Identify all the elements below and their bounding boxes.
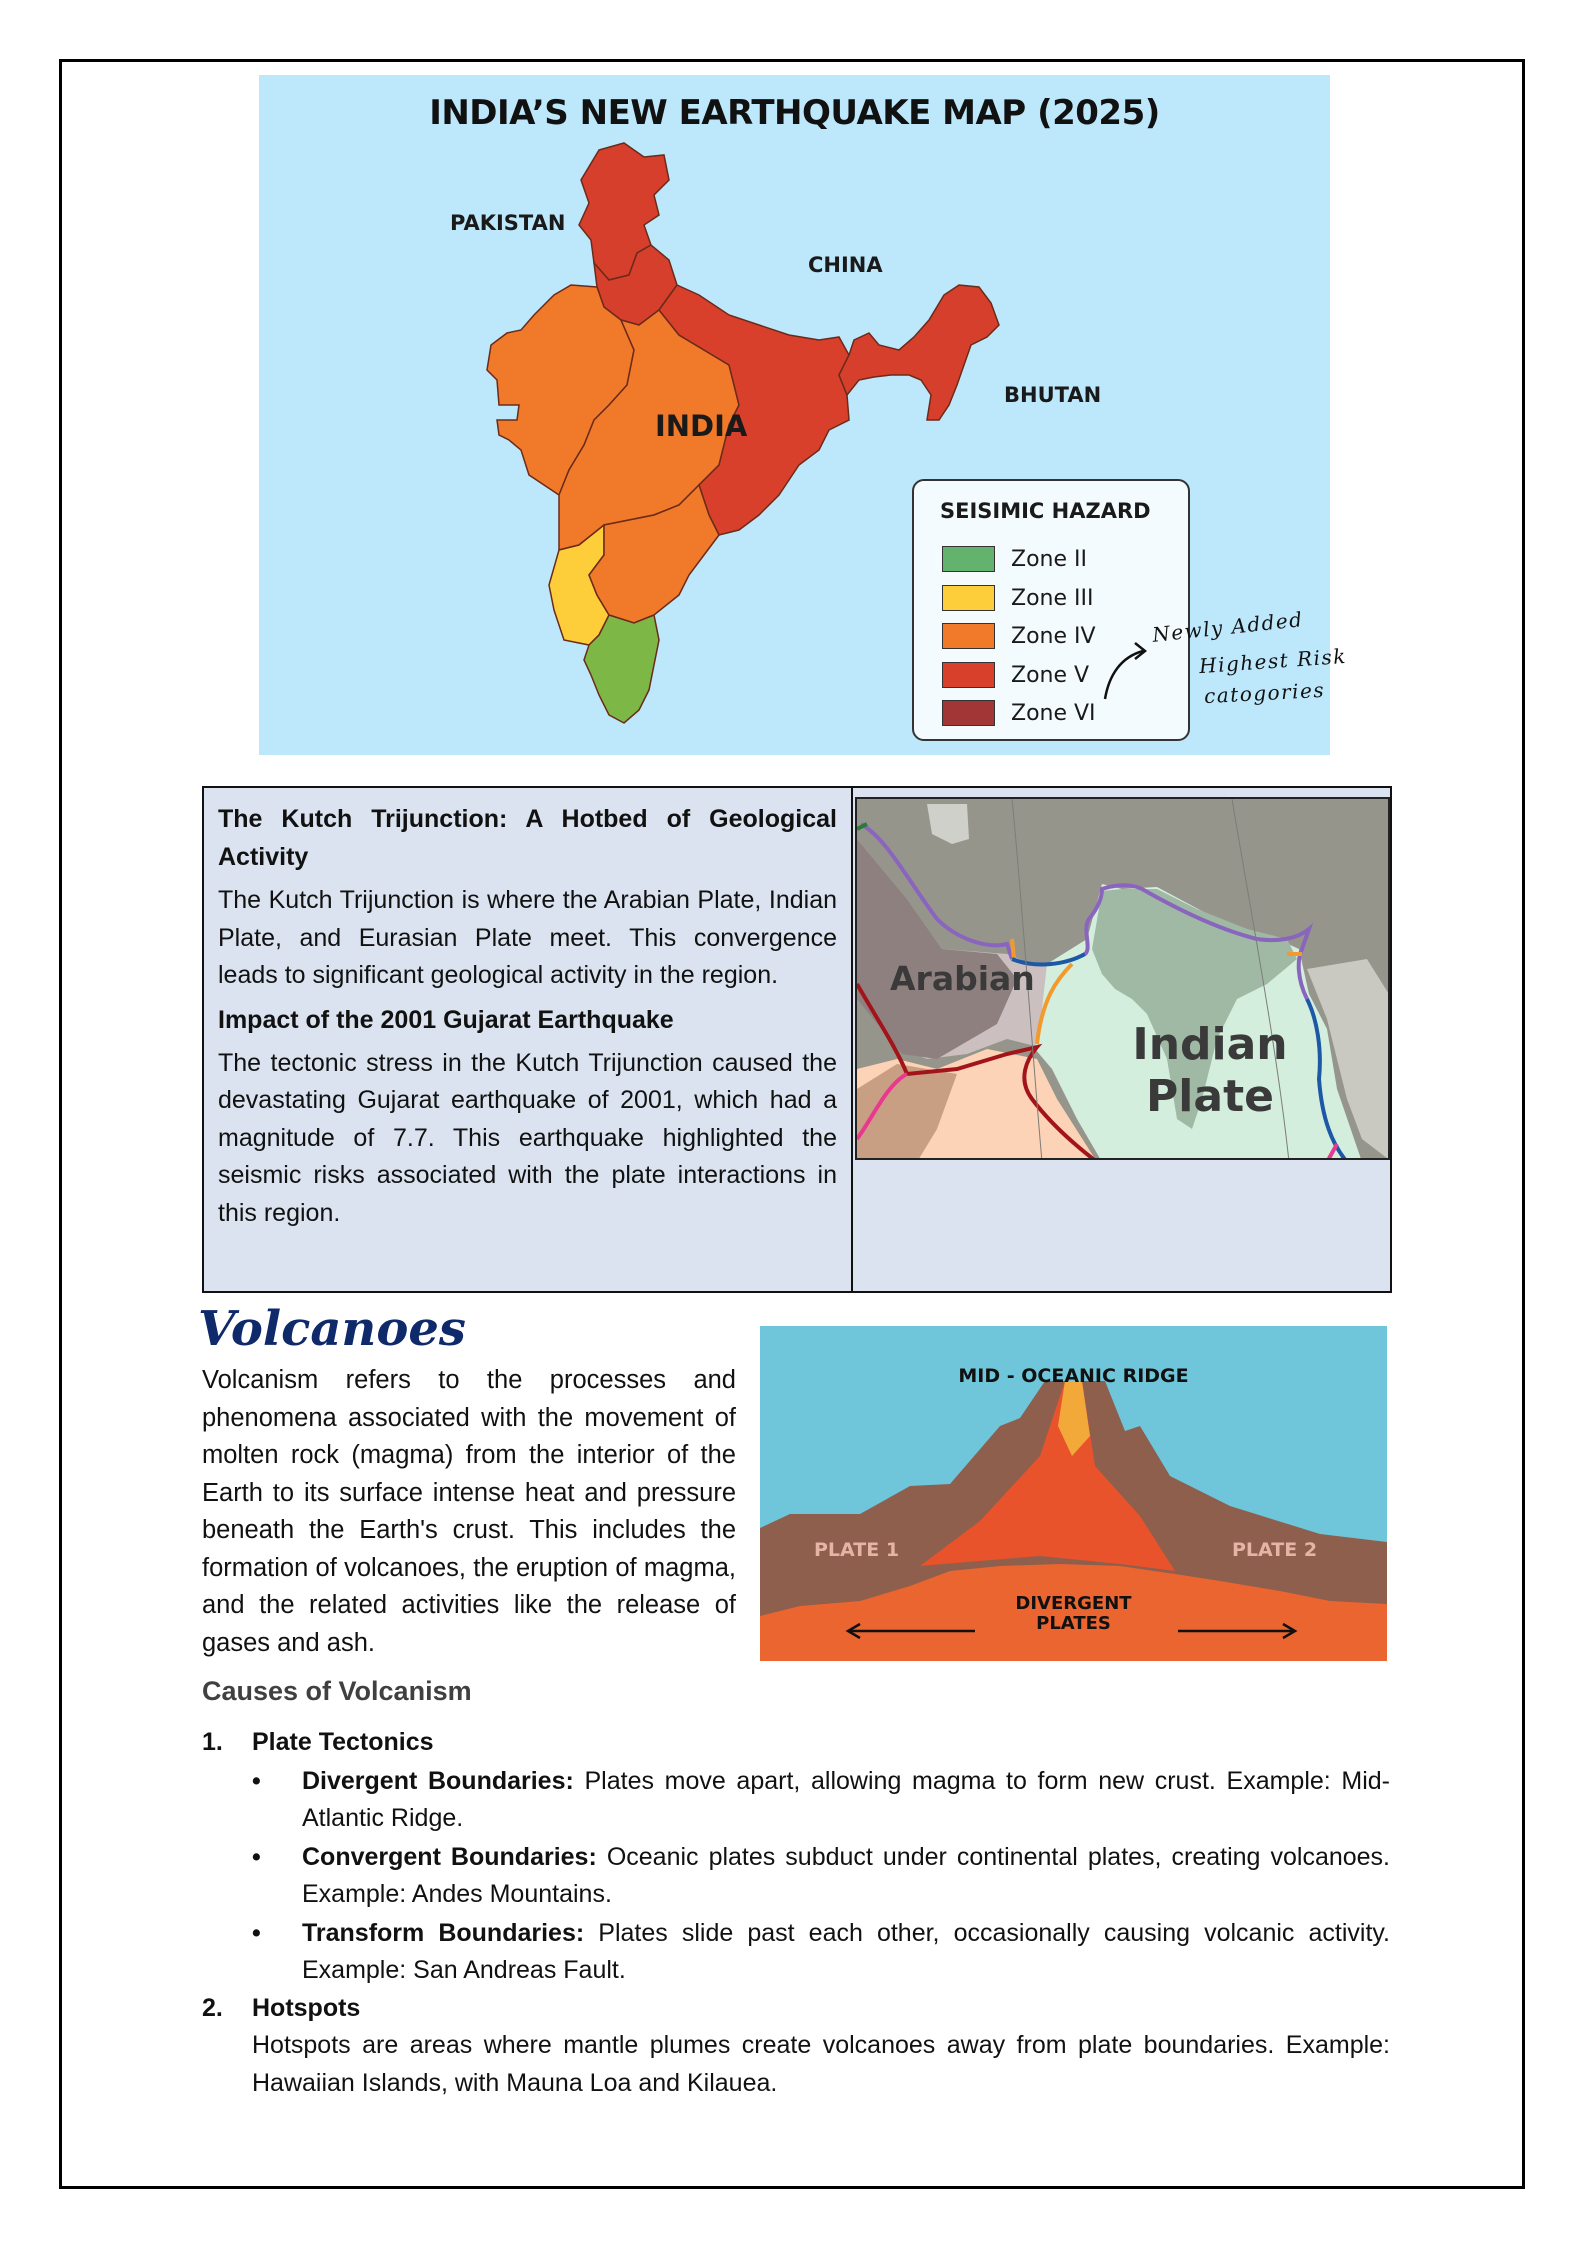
legend-item-zone-5: [942, 661, 1089, 689]
legend-item-zone-4: [942, 622, 1096, 650]
legend-label: Zone V: [1011, 662, 1090, 688]
cause-title: Plate Tectonics: [252, 1728, 434, 1756]
bullet-text: Oceanic plates subduct under continental plates, creating volcanoes. Example: Andes Mountains.: [302, 1842, 1391, 1908]
label-bhutan: BHUTAN: [1004, 383, 1102, 407]
volcanism-intro-paragraph: Volcanism refers to the processes and phenomena associated with the movement of molten rock (magma) from the interior of the Earth to its surface intense heat and pressure beneath the Earth's crust. This includes the formation of volcanoes, the eruption of magma, and the related activities like the release of gases and ash.: [202, 1366, 736, 1657]
list-number: 2.: [202, 1993, 223, 2022]
legend-label: Zone II: [1011, 546, 1087, 572]
bullet-term: Transform Boundaries:: [302, 1918, 585, 1947]
legend-item-zone-3: [942, 584, 1093, 612]
india-earthquake-map-figure: [259, 75, 1348, 755]
legend-item-zone-2: [942, 545, 1087, 573]
bullet-icon: •: [252, 1918, 261, 1947]
divergent-plates-line-1: DIVERGENT: [1015, 1593, 1132, 1614]
divergent-plates-line-2: PLATES: [1036, 1613, 1111, 1634]
handwritten-note-line-2: Highest Risk: [1198, 643, 1348, 679]
bullet-divergent-boundaries: [252, 1763, 1390, 1838]
label-india: INDIA: [655, 409, 748, 443]
gujarat-earthquake-subheading: Impact of the 2001 Gujarat Earthquake: [218, 1005, 674, 1034]
legend-swatch: [942, 546, 995, 572]
cause-item-plate-tectonics: [202, 1724, 1390, 1990]
handwritten-arrow-icon: [1099, 635, 1159, 705]
label-china: CHINA: [808, 253, 883, 277]
bullet-icon: •: [252, 1766, 261, 1795]
bullet-convergent-boundaries: [252, 1839, 1390, 1914]
cause-item-hotspots: [202, 1990, 1390, 2103]
bullet-term: Convergent Boundaries:: [302, 1842, 597, 1871]
bullet-icon: •: [252, 1842, 261, 1871]
bullet-term: Divergent Boundaries:: [302, 1766, 574, 1795]
volcanoes-heading: Volcanoes: [198, 1301, 466, 1357]
legend-label: Zone VI: [1011, 700, 1096, 726]
bullet-transform-boundaries: [252, 1915, 1390, 1990]
causes-of-volcanism-heading: Causes of Volcanism: [202, 1676, 472, 1706]
hotspots-description: Hotspots are areas where mantle plumes create volcanoes away from plate boundaries. Example: Hawaiian Islands, with Mauna Loa and Kilauea.: [252, 2031, 1390, 2097]
mid-oceanic-ridge-figure: [760, 1326, 1387, 1661]
legend-swatch: [942, 662, 995, 688]
kutch-text-cell: [204, 788, 853, 1291]
handwritten-note-line-1: Newly Added: [1151, 607, 1305, 647]
map-title: INDIA’S NEW EARTHQUAKE MAP (2025): [429, 93, 1160, 133]
label-indian-plate-line-2: Plate: [1146, 1071, 1274, 1122]
kutch-paragraph-1: The Kutch Trijunction is where the Arabian Plate, Indian Plate, and Eurasian Plate meet. This convergence leads to significant geological activity in the region.: [218, 886, 837, 989]
legend-swatch: [942, 700, 995, 726]
ridge-title: MID - OCEANIC RIDGE: [958, 1365, 1189, 1387]
legend-title: SEISIMIC HAZARD: [940, 499, 1151, 523]
cause-title: Hotspots: [252, 1993, 361, 2022]
divergent-plates-label: [760, 1594, 1387, 1634]
kutch-paragraph-2: The tectonic stress in the Kutch Trijunction caused the devastating Gujarat earthquake of 2001, which had a magnitude of 7.7. This earthquake highlighted the seismic risks associated with the plate interactions in this region.: [218, 1048, 837, 1227]
label-indian-plate-line-1: Indian: [1132, 1019, 1288, 1070]
kutch-trijunction-table: [202, 786, 1392, 1293]
causes-list: [202, 1724, 1390, 2102]
legend-label: Zone III: [1011, 585, 1094, 611]
label-indian-plate: [1105, 1019, 1315, 1123]
legend-swatch: [942, 623, 995, 649]
legend-item-zone-6: [942, 699, 1096, 727]
list-number: 1.: [202, 1728, 223, 1756]
map-region-northeast: [839, 285, 999, 420]
legend-label: Zone IV: [1011, 623, 1096, 649]
kutch-heading: The Kutch Trijunction: A Hotbed of Geological Activity: [218, 805, 837, 871]
bullet-text: Plates move apart, allowing magma to form new crust. Example: Mid-Atlantic Ridge.: [302, 1766, 1390, 1832]
label-pakistan: PAKISTAN: [450, 211, 566, 235]
label-arabian-plate: Arabian: [890, 959, 1035, 998]
tectonic-plate-map: [855, 797, 1390, 1160]
label-plate-2: PLATE 2: [1232, 1539, 1318, 1561]
legend-swatch: [942, 585, 995, 611]
handwritten-note-line-3: catogories: [1203, 677, 1326, 709]
kutch-map-cell: [853, 788, 1390, 1291]
bullet-text: Plates slide past each other, occasionally causing volcanic activity. Example: San Andreas Fault.: [302, 1918, 1390, 1984]
label-plate-1: PLATE 1: [814, 1539, 900, 1561]
